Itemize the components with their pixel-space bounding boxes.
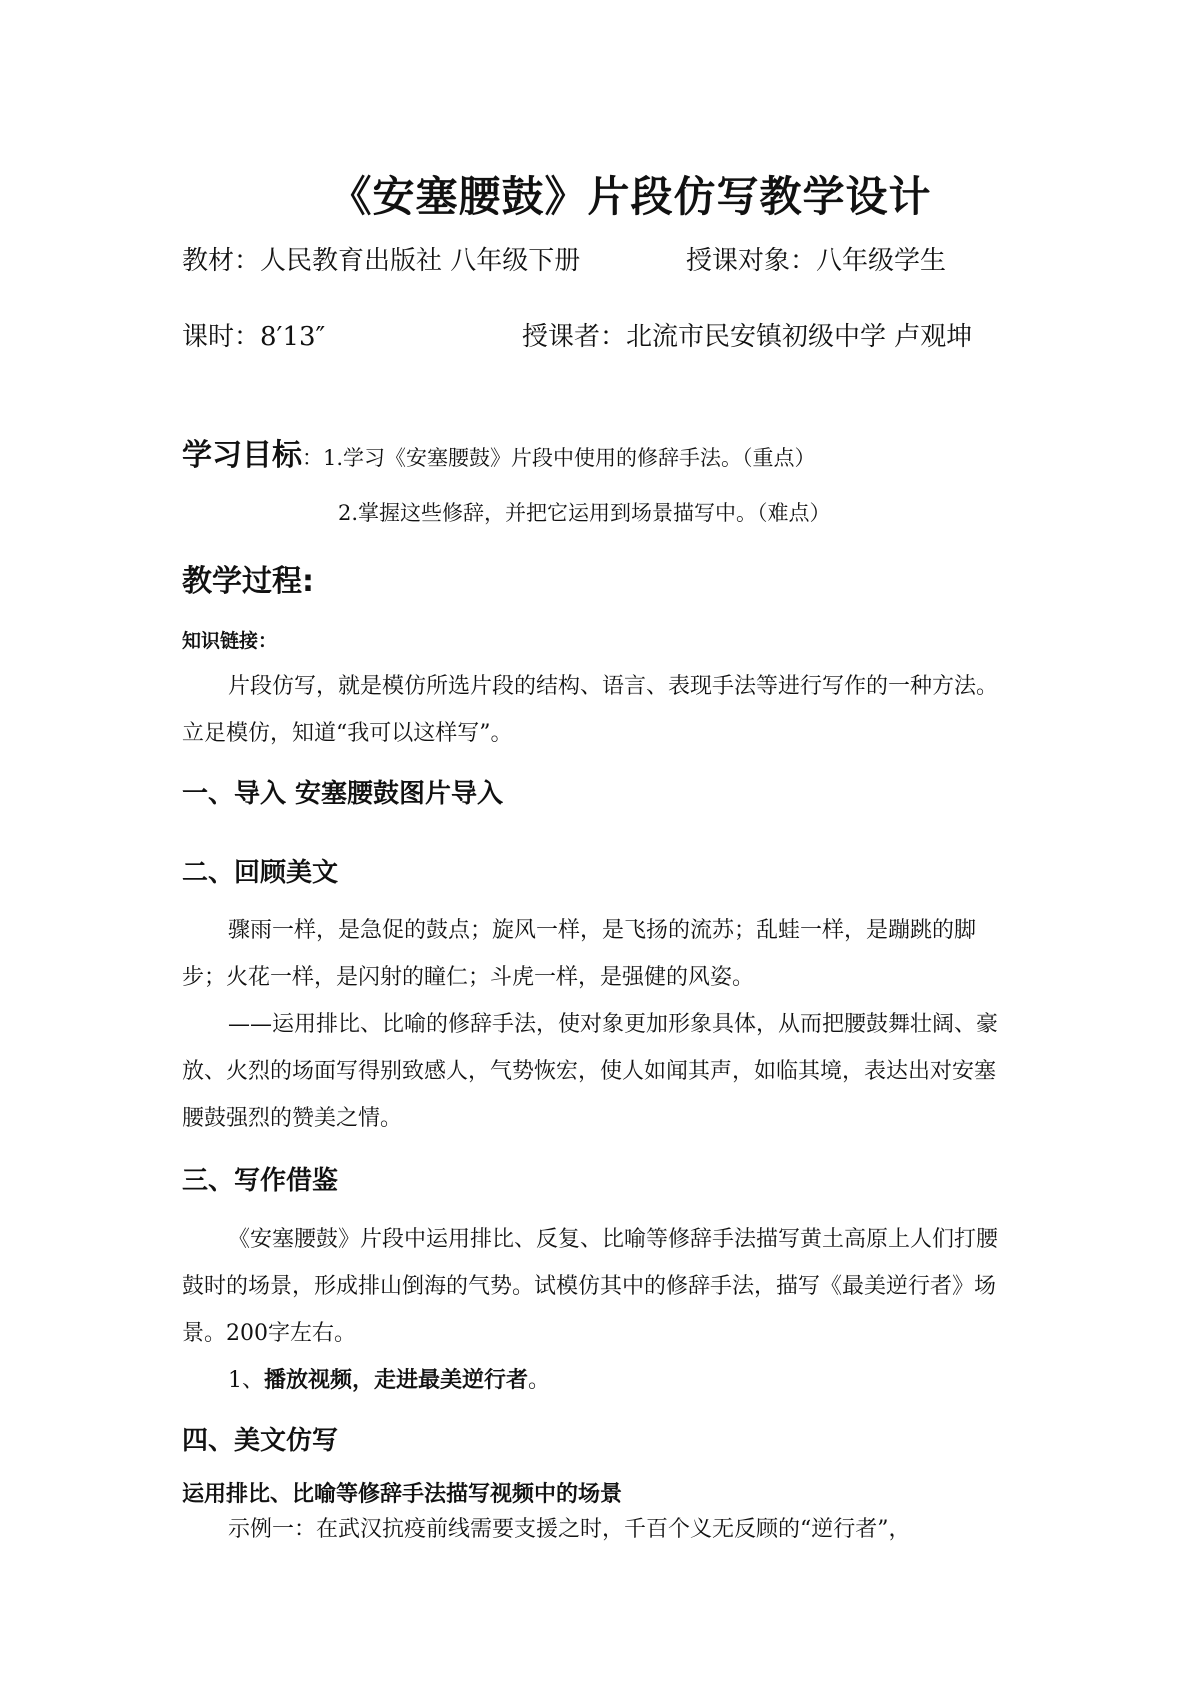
section-4-example-1: 示例一：在武汉抗疫前线需要支援之时，千百个义无反顾的“逆行者”， (228, 1517, 911, 1542)
section-3-step-number: 1、 (228, 1368, 264, 1393)
learning-goals-heading-row (182, 430, 816, 474)
section-4-subheading: 运用排比、比喻等修辞手法描写视频中的场景 (182, 1482, 623, 1507)
learning-goals-heading: 学习目标 (182, 438, 302, 473)
section-2-excerpt: 骤雨一样，是急促的鼓点；旋风一样，是飞扬的流苏；乱蛙一样，是蹦跳的脚步；火花一样，是闪射的瞳仁；斗虎一样，是强健的风姿。 (182, 918, 977, 990)
section-3-step-end: 。 (528, 1368, 551, 1393)
section-2-analysis: ——运用排比、比喻的修辞手法，使对象更加形象具体，从而把腰鼓舞壮阔、豪放、火烈的场面写得别致感人，气势恢宏，使人如闻其声，如临其境，表达出对安塞腰鼓强烈的赞美之情。 (182, 1012, 999, 1131)
meta-teacher: 授课者：北流市民安镇初级中学 卢观坤 (522, 322, 973, 352)
meta-audience: 授课对象：八年级学生 (686, 246, 947, 276)
knowledge-link-heading: 知识链接： (182, 630, 278, 652)
learning-goal-1: 1.学习《安塞腰鼓》片段中使用的修辞手法。（重点） (323, 446, 816, 470)
section-1-heading: 一、导入 安塞腰鼓图片导入 (182, 779, 504, 809)
section-3-step (228, 1363, 550, 1394)
document-title: 《安塞腰鼓》片段仿写教学设计 (329, 172, 932, 221)
meta-textbook: 教材：人民教育出版社 八年级下册 (182, 246, 581, 276)
learning-goals-colon: ： (302, 446, 323, 470)
teaching-process-heading: 教学过程: (182, 564, 314, 599)
section-3-step-text: 播放视频，走进最美逆行者 (264, 1368, 529, 1393)
section-3-heading: 三、写作借鉴 (182, 1166, 339, 1196)
knowledge-link-paragraph: 片段仿写，就是模仿所选片段的结构、语言、表现手法等进行写作的一种方法。立足模仿，知道“我可以这样写”。 (182, 674, 999, 746)
meta-duration: 课时：8′13″ (182, 322, 326, 352)
section-3-paragraph: 《安塞腰鼓》片段中运用排比、反复、比喻等修辞手法描写黄土高原上人们打腰鼓时的场景，形成排山倒海的气势。试模仿其中的修辞手法，描写《最美逆行者》场景。200字左右。 (182, 1227, 999, 1346)
section-2-heading: 二、回顾美文 (182, 858, 339, 888)
section-4-heading: 四、美文仿写 (182, 1426, 339, 1456)
learning-goal-2: 2.掌握这些修辞，并把它运用到场景描写中。（难点） (338, 501, 831, 525)
